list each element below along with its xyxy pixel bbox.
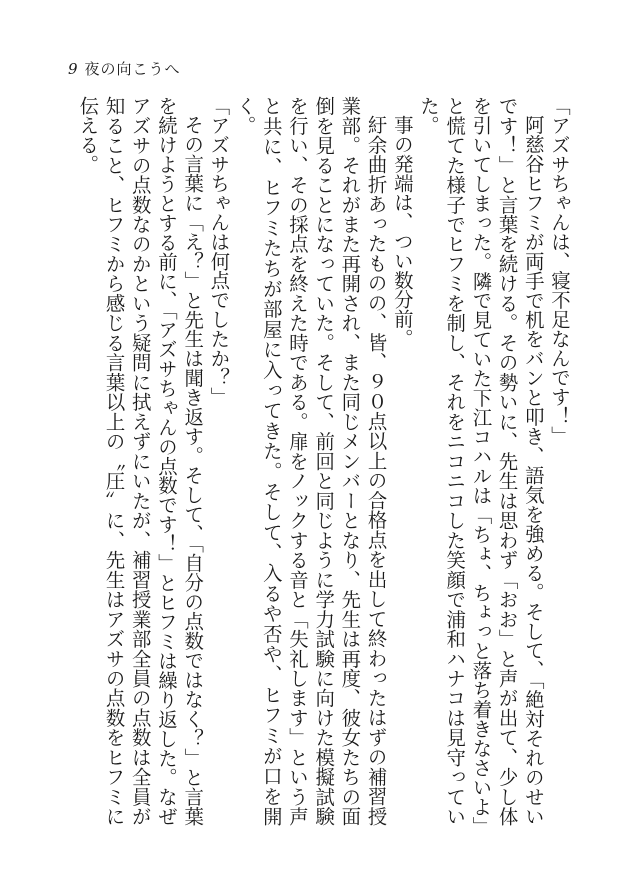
vertical-body-text [66, 96, 572, 826]
paragraph: 紆余曲折あったものの、皆、９０点以上の合格点を出して終わったはずの補習授業部。それがまた再開され、また同じメンバーとなり、先生は再度、彼女たちの面倒を見ることになっていた。そして、前回と同じように学力試験に向けた模擬試験を行い、その採点を終えた時である。扉をノックする音と「失礼します」という声と共に、ヒフミたちが部屋に入ってきた。そして、入るや否や、ヒフミが口を開く。 [233, 96, 388, 826]
paragraph: 事の発端は、つい数分前。 [390, 115, 414, 349]
running-header [68, 58, 181, 79]
paragraph: 阿慈谷ヒフミが両手で机をバンと叩き、語気を強める。そして、「絶対それのせいです！」と言葉を続ける。その勢いに、先生は思わず「おお」と声が出て、少し体を引いてしまった。隣で見ていた下江コハルは「ちょ、ちょっと落ち着きなさいよ」と慌てた様子でヒフミを制し、それをニコニコした笑顔で浦和ハナコは見守っていた。 [416, 96, 545, 826]
paragraph: その言葉に「え？」と先生は聞き返す。そして、「自分の点数ではなく？」と言葉を続けようとする前に、「アズサちゃんの点数です！」とヒフミは繰り返した。なぜアズサの点数なのかという疑問に拭えずにいたが、補習授業部全員の点数は全員が知ること、ヒフミから感じる言葉以上の〝圧〟に、先生はアズサの点数をヒフミに伝える。 [76, 96, 205, 826]
paragraph: 「アズサちゃんは何点でしたか？」 [207, 96, 231, 407]
chapter-title: 夜の向こうへ [84, 60, 181, 78]
paragraph: 「アズサちゃんは、寝不足なんです！」 [548, 96, 571, 446]
chapter-number: 9 [68, 60, 79, 78]
